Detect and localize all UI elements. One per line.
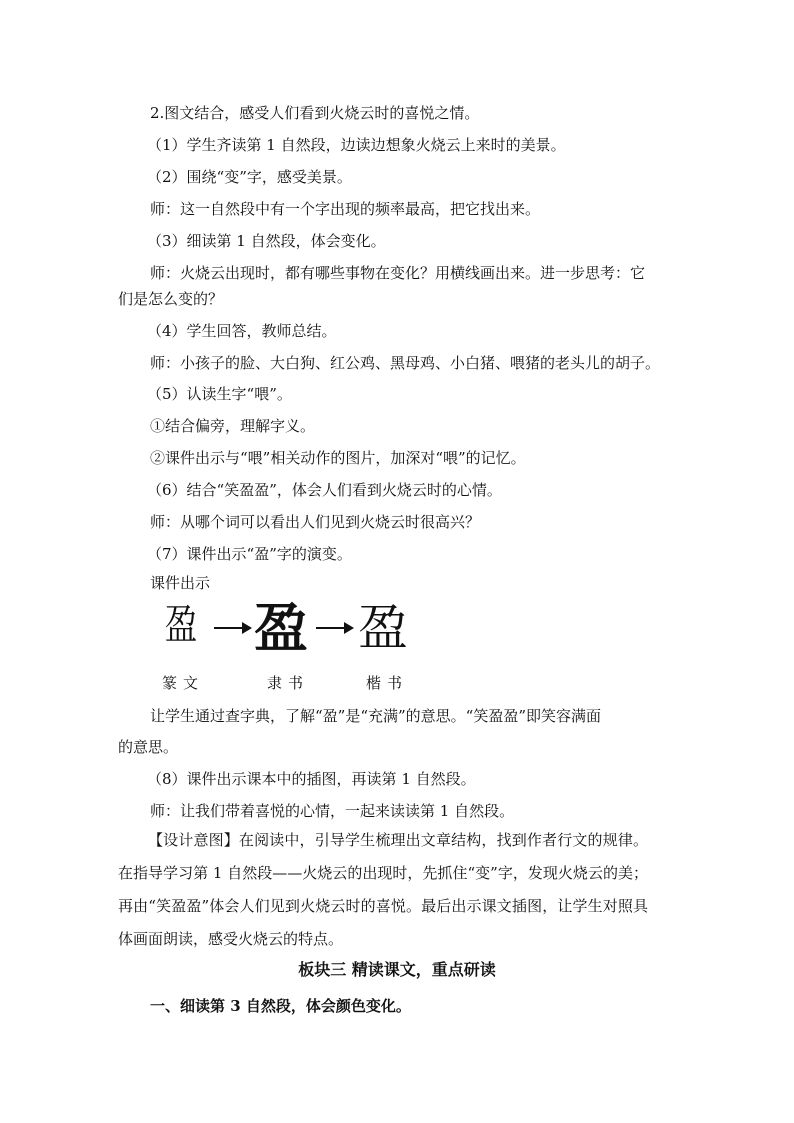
paragraph: （7）课件出示“盈”字的演变。 [147, 545, 352, 563]
paragraph: 们是怎么变的？ [118, 290, 224, 308]
paragraph: （5）认读生字“喂”。 [147, 385, 292, 403]
paragraph: 师：小孩子的脸、大白狗、红公鸡、黑母鸡、小白猪、喂猪的老头儿的胡子。 [150, 354, 661, 372]
paragraph: 师：火烧云出现时，都有哪些事物在变化？用横线画出来。进一步思考：它 [150, 264, 646, 282]
paragraph: （3）细读第 1 自然段，体会变化。 [147, 232, 386, 250]
paragraph: （6）结合“笑盈盈”，体会人们看到火烧云时的心情。 [147, 481, 502, 499]
paragraph: 师：从哪个词可以看出人们见到火烧云时很高兴？ [150, 513, 481, 531]
arrow-icon [214, 627, 250, 629]
arrow-icon [316, 627, 352, 629]
caption-clerical-script: 隶书 [267, 674, 310, 692]
caption-seal-script: 篆文 [162, 674, 205, 692]
section-title: 板块三 精读课文，重点研读 [298, 960, 496, 979]
paragraph: （1）学生齐读第 1 自然段，边读边想象火烧云上来时的美景。 [147, 136, 566, 154]
paragraph: 师：让我们带着喜悦的心情，一起来读读第 1 自然段。 [150, 802, 515, 820]
paragraph: ②课件出示与“喂”相关动作的图片，加深对“喂”的记忆。 [150, 449, 526, 467]
paragraph: （8）课件出示课本中的插图，再读第 1 自然段。 [147, 770, 476, 788]
design-intent-note: 【设计意图】在阅读中，引导学生梳理出文章结构，找到作者行文的规律。在指导学习第 1 自然段——火烧云的出现时，先抓住“变”字，发现火烧云的美；再由“笑盈盈”体会人们见到火烧云时的喜悦。最后出示课文插图，让学生对照具体画面朗读，感受火烧云的特点。 [118, 831, 648, 948]
paragraph: 师：这一自然段中有一个字出现的频率最高，把它找出来。 [150, 200, 541, 218]
paragraph: 的意思。 [118, 738, 179, 756]
clerical-script-character: 盈 [254, 596, 308, 660]
paragraph: 让学生通过查字典，了解“盈”是“充满”的意思。“笑盈盈”即笑容满面 [150, 707, 602, 725]
paragraph: 课件出示 [150, 574, 211, 592]
seal-script-character: 盈 [164, 600, 198, 649]
sub-heading: 一、细读第 3 自然段，体会颜色变化。 [150, 997, 411, 1015]
paragraph: ①结合偏旁，理解字义。 [150, 417, 316, 435]
regular-script-character: 盈 [358, 599, 408, 657]
paragraph: （4）学生回答，教师总结。 [147, 322, 337, 340]
step-heading: 2.图文结合，感受人们看到火烧云时的喜悦之情。 [150, 104, 480, 122]
paragraph: （2）围绕“变”字，感受美景。 [147, 168, 352, 186]
caption-regular-script: 楷书 [366, 674, 409, 692]
